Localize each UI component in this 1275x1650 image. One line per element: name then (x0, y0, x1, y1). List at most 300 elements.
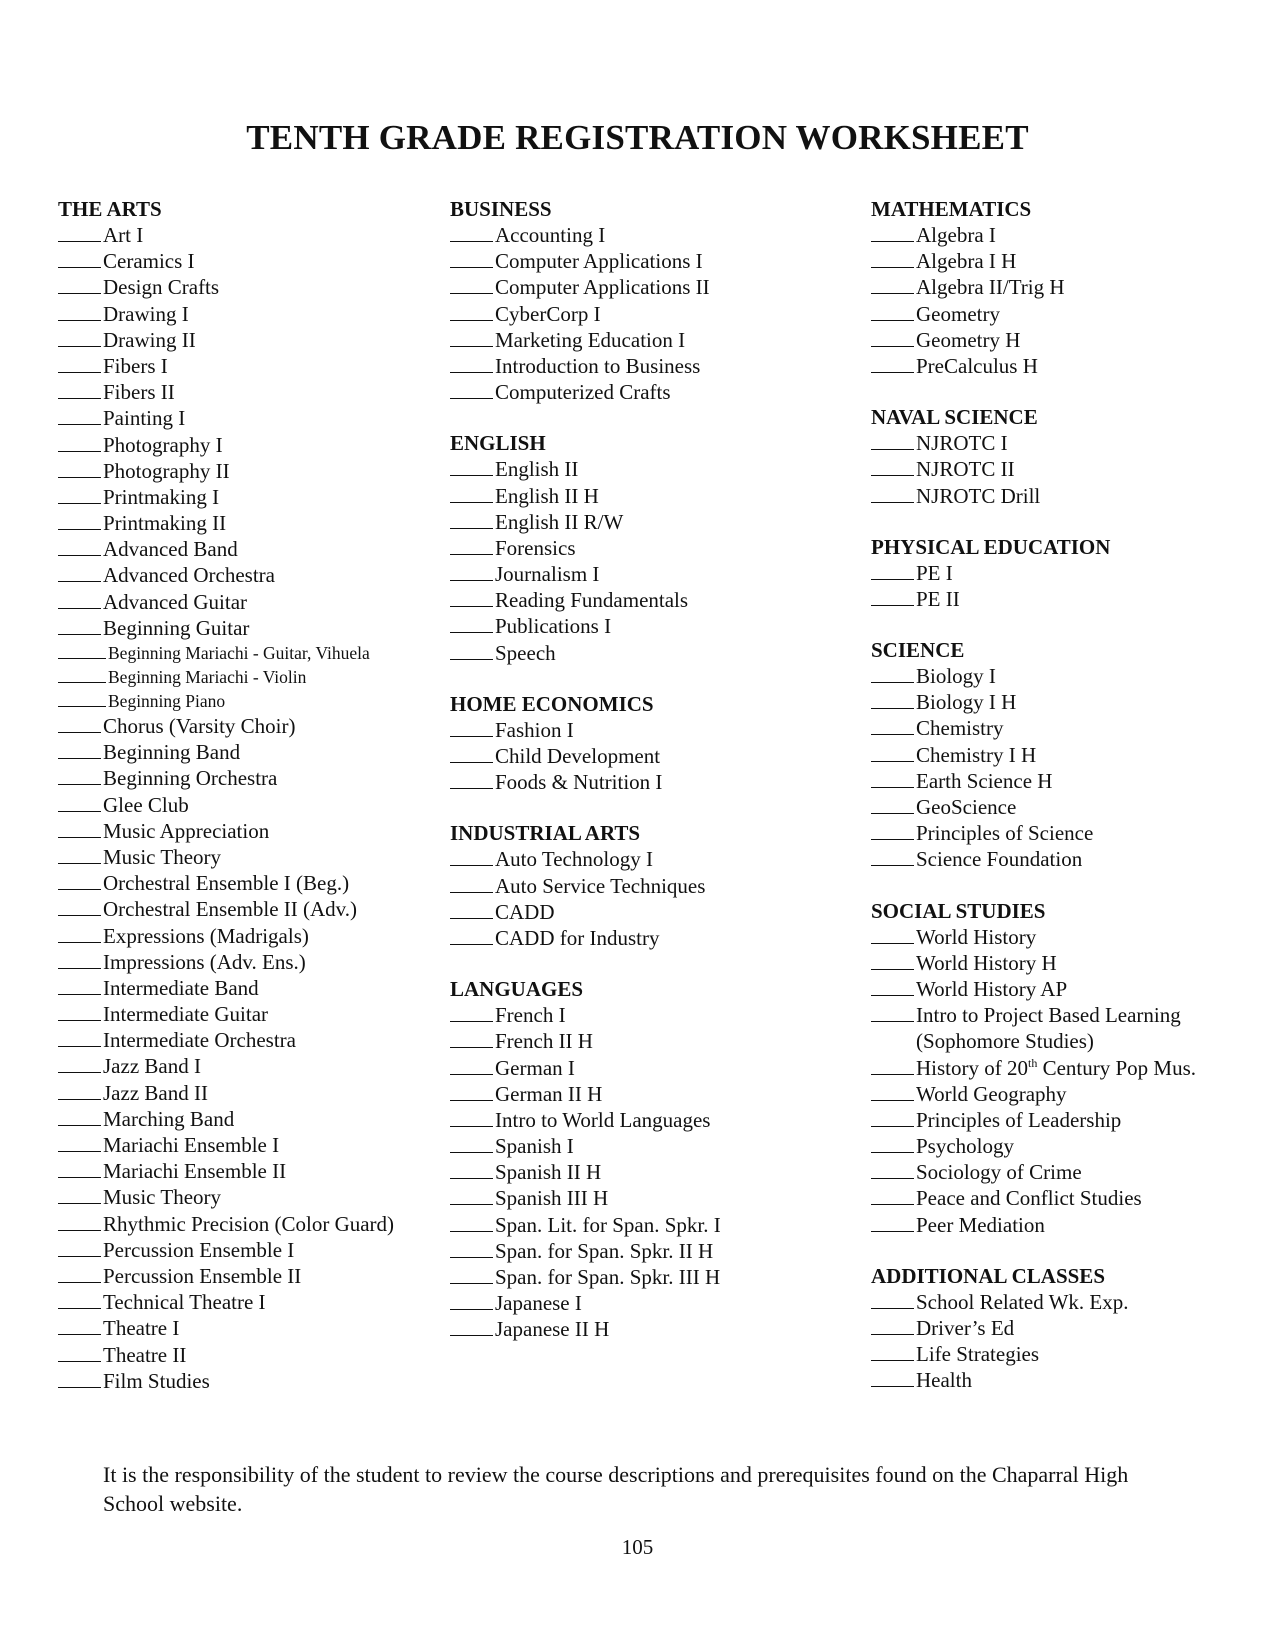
course-section (450, 431, 850, 666)
selection-blank[interactable] (871, 303, 914, 321)
course-label: CyberCorp I (495, 301, 601, 326)
selection-blank[interactable] (450, 771, 493, 789)
course-label: Marching Band (103, 1106, 235, 1131)
selection-blank[interactable] (450, 642, 493, 660)
course-item (58, 896, 430, 922)
course-label: Psychology (916, 1134, 1015, 1159)
selection-blank[interactable] (450, 589, 493, 607)
selection-blank[interactable] (450, 848, 493, 866)
course-label: Printmaking I (103, 484, 220, 509)
course-label: Publications I (495, 614, 612, 639)
selection-blank[interactable] (58, 1291, 101, 1309)
course-label: Mariachi Ensemble II (103, 1159, 287, 1184)
selection-blank[interactable] (450, 1214, 493, 1232)
course-item (58, 379, 430, 405)
course-item (871, 1081, 1261, 1107)
course-label: German I (495, 1055, 575, 1080)
section-heading: INDUSTRIAL ARTS (450, 821, 641, 846)
course-item (871, 1133, 1261, 1159)
selection-blank[interactable] (450, 1135, 493, 1153)
column-2 (450, 197, 850, 1369)
selection-blank[interactable] (58, 1108, 101, 1126)
selection-blank[interactable] (871, 665, 914, 683)
selection-blank[interactable] (450, 1057, 493, 1075)
course-label: Geometry H (916, 327, 1021, 352)
course-item (450, 1212, 850, 1238)
course-item (450, 1081, 850, 1107)
course-label: Intermediate Guitar (103, 1002, 269, 1027)
selection-blank[interactable] (58, 741, 101, 759)
course-label: World History AP (916, 976, 1068, 1001)
course-label: German II H (495, 1081, 603, 1106)
selection-blank[interactable] (58, 564, 101, 582)
selection-blank[interactable] (450, 875, 493, 893)
course-label: French I (495, 1003, 566, 1028)
course-section (450, 977, 850, 1342)
selection-blank[interactable] (871, 329, 914, 347)
selection-blank[interactable] (871, 432, 914, 450)
course-label: Theatre I (103, 1316, 180, 1341)
course-label: Spanish III H (495, 1186, 609, 1211)
course-label: Orchestral Ensemble I (Beg.) (103, 871, 350, 896)
course-item (450, 456, 850, 482)
selection-blank[interactable] (871, 1109, 914, 1127)
course-item (871, 1341, 1261, 1367)
selection-blank[interactable] (450, 1266, 493, 1284)
course-item (871, 456, 1261, 482)
course-label: English II R/W (495, 509, 624, 534)
selection-blank[interactable] (450, 563, 493, 581)
selection-blank[interactable] (58, 617, 101, 635)
selection-blank[interactable] (58, 276, 101, 294)
course-label: PE I (916, 560, 953, 585)
selection-blank[interactable] (871, 588, 914, 606)
selection-blank[interactable] (58, 250, 101, 268)
selection-blank[interactable] (450, 901, 493, 919)
course-item (450, 1290, 850, 1316)
course-label: Span. Lit. for Span. Spkr. I (495, 1212, 721, 1237)
course-label: Design Crafts (103, 275, 220, 300)
course-item (58, 1184, 430, 1210)
selection-blank[interactable] (450, 1004, 493, 1022)
course-label: Health (916, 1368, 972, 1393)
course-item (58, 975, 430, 1001)
course-label: Jazz Band II (103, 1080, 208, 1105)
course-item (58, 870, 430, 896)
course-item (450, 1028, 850, 1054)
course-item (871, 274, 1261, 300)
course-item (58, 1158, 430, 1184)
course-label: Beginning Piano (108, 691, 226, 711)
course-item (450, 1107, 850, 1133)
course-label: Painting I (103, 406, 186, 431)
course-item (58, 1211, 430, 1237)
course-label: Algebra I (916, 223, 996, 247)
course-item (58, 739, 430, 765)
selection-blank[interactable] (58, 1055, 101, 1073)
course-item (58, 1106, 430, 1132)
course-item (450, 1264, 850, 1290)
course-item (58, 689, 430, 713)
course-item (450, 1316, 850, 1342)
course-item (58, 1289, 430, 1315)
course-item (450, 613, 850, 639)
course-item (871, 846, 1261, 872)
course-label: Music Theory (103, 844, 222, 869)
course-label: Chemistry I H (916, 742, 1037, 767)
selection-blank[interactable] (871, 1343, 914, 1361)
course-item (450, 353, 850, 379)
course-label: Beginning Orchestra (103, 766, 278, 791)
course-label: CADD (495, 899, 555, 924)
course-item (58, 665, 430, 689)
course-label: Auto Technology I (495, 847, 653, 872)
selection-blank[interactable] (58, 1265, 101, 1283)
selection-blank[interactable] (871, 848, 914, 866)
selection-blank[interactable] (871, 562, 914, 580)
course-label: PreCalculus H (916, 353, 1038, 378)
course-item (871, 715, 1261, 741)
course-item (58, 1027, 430, 1053)
selection-blank[interactable] (58, 1344, 101, 1362)
selection-blank[interactable] (58, 1029, 101, 1047)
selection-blank[interactable] (871, 1004, 914, 1022)
selection-blank[interactable] (58, 872, 101, 890)
selection-blank[interactable] (871, 355, 914, 373)
course-item (871, 689, 1261, 715)
selection-blank[interactable] (58, 1213, 101, 1231)
selection-blank[interactable] (450, 511, 493, 529)
selection-blank[interactable] (450, 303, 493, 321)
course-item (58, 1368, 430, 1394)
course-section (450, 821, 850, 951)
selection-blank[interactable] (58, 977, 101, 995)
course-section (871, 535, 1261, 612)
selection-blank[interactable] (450, 329, 493, 347)
course-label: Music Appreciation (103, 818, 270, 843)
course-label: Technical Theatre I (103, 1290, 266, 1315)
selection-blank[interactable] (450, 537, 493, 555)
course-item (58, 949, 430, 975)
course-label: School Related Wk. Exp. (916, 1289, 1129, 1314)
course-item (871, 430, 1261, 456)
section-heading: THE ARTS (58, 197, 162, 221)
section-heading: ADDITIONAL CLASSES (871, 1263, 1105, 1288)
course-item (58, 641, 430, 665)
course-item (450, 483, 850, 509)
course-item (58, 405, 430, 431)
course-item (58, 923, 430, 949)
course-label: Biology I H (916, 690, 1017, 715)
course-label: Music Theory (103, 1185, 222, 1210)
selection-blank[interactable] (58, 820, 101, 838)
course-item (450, 1133, 850, 1159)
selection-blank[interactable] (871, 224, 914, 242)
course-item (450, 1185, 850, 1211)
course-item (58, 327, 430, 353)
course-label: Advanced Orchestra (103, 563, 275, 588)
selection-blank[interactable] (450, 719, 493, 737)
selection-blank[interactable] (58, 1370, 101, 1388)
selection-blank[interactable] (871, 1135, 914, 1153)
selection-blank[interactable] (871, 276, 914, 294)
course-item (871, 1002, 1261, 1028)
course-label: World History (916, 924, 1037, 949)
selection-blank[interactable] (450, 927, 493, 945)
selection-blank[interactable] (58, 794, 101, 812)
selection-blank[interactable] (450, 224, 493, 242)
course-label: NJROTC Drill (916, 483, 1041, 508)
selection-blank[interactable] (58, 303, 101, 321)
course-item (450, 1002, 850, 1028)
course-item (450, 561, 850, 587)
selection-blank[interactable] (58, 692, 106, 707)
course-label: Reading Fundamentals (495, 588, 689, 613)
selection-blank[interactable] (871, 485, 914, 503)
selection-blank[interactable] (871, 1369, 914, 1387)
page-title: TENTH GRADE REGISTRATION WORKSHEET (246, 118, 1029, 157)
course-label-suffix: Century Pop Mus. (1037, 1055, 1197, 1080)
course-label: Computer Applications II (495, 275, 710, 300)
selection-blank[interactable] (871, 1317, 914, 1335)
selection-blank[interactable] (58, 407, 101, 425)
course-label: Foods & Nutrition I (495, 770, 663, 795)
selection-blank[interactable] (58, 486, 101, 504)
course-item (58, 844, 430, 870)
course-label: Child Development (495, 744, 661, 768)
selection-blank[interactable] (871, 770, 914, 788)
course-label: Percussion Ensemble I (103, 1237, 295, 1262)
course-label: Photography II (103, 458, 230, 483)
course-label: Driver’s Ed (916, 1316, 1015, 1340)
selection-blank[interactable] (58, 668, 106, 683)
selection-blank[interactable] (450, 1083, 493, 1101)
course-label: Jazz Band I (103, 1054, 201, 1079)
course-label-superscript: th (1028, 1055, 1038, 1070)
selection-blank[interactable] (450, 458, 493, 476)
selection-blank[interactable] (871, 978, 914, 996)
course-item (871, 1212, 1261, 1238)
course-section (58, 197, 430, 1394)
course-item (450, 535, 850, 561)
course-label: Forensics (495, 535, 576, 560)
course-item (450, 1159, 850, 1185)
course-label: English II (495, 457, 579, 482)
selection-blank[interactable] (58, 460, 101, 478)
selection-blank[interactable] (58, 951, 101, 969)
course-label: Glee Club (103, 792, 189, 817)
selection-blank[interactable] (871, 1214, 914, 1232)
course-label: Marketing Education I (495, 327, 686, 352)
course-item (450, 248, 850, 274)
column-1 (58, 197, 430, 1420)
course-item (58, 818, 430, 844)
selection-blank[interactable] (450, 381, 493, 399)
course-item (58, 353, 430, 379)
course-label: Beginning Guitar (103, 615, 250, 640)
course-label: History of 20 (916, 1055, 1028, 1080)
selection-blank[interactable] (450, 250, 493, 268)
selection-blank[interactable] (58, 846, 101, 864)
course-item (450, 1238, 850, 1264)
selection-blank[interactable] (58, 224, 101, 242)
course-item (450, 769, 850, 795)
course-item (871, 353, 1261, 379)
course-label: Sociology of Crime (916, 1160, 1082, 1185)
course-label: Biology I (916, 664, 996, 689)
selection-blank[interactable] (871, 458, 914, 476)
course-label: Art I (103, 223, 144, 247)
course-label: Computer Applications I (495, 249, 703, 274)
selection-blank[interactable] (871, 717, 914, 735)
course-label: NJROTC II (916, 457, 1015, 482)
section-heading: SCIENCE (871, 638, 965, 663)
course-label: Photography I (103, 432, 223, 457)
course-label: Algebra II/Trig H (916, 275, 1065, 300)
course-item (450, 274, 850, 300)
course-label: Advanced Band (103, 537, 238, 562)
section-heading: BUSINESS (450, 197, 552, 221)
course-label: Beginning Mariachi - Violin (108, 667, 307, 687)
selection-blank[interactable] (58, 767, 101, 785)
course-item (450, 873, 850, 899)
selection-blank[interactable] (58, 329, 101, 347)
section-heading: LANGUAGES (450, 977, 584, 1002)
selection-blank[interactable] (58, 355, 101, 373)
course-label: Chorus (Varsity Choir) (103, 714, 296, 738)
course-label: Fibers II (103, 380, 175, 405)
selection-blank[interactable] (58, 381, 101, 399)
selection-blank[interactable] (58, 1134, 101, 1152)
course-item (871, 742, 1261, 768)
selection-blank[interactable] (450, 1109, 493, 1127)
selection-blank[interactable] (450, 485, 493, 503)
selection-blank[interactable] (871, 1161, 914, 1179)
selection-blank[interactable] (58, 925, 101, 943)
course-item (450, 587, 850, 613)
course-item (450, 925, 850, 951)
course-item (871, 248, 1261, 274)
course-label: Computerized Crafts (495, 380, 671, 405)
selection-blank[interactable] (58, 538, 101, 556)
footer-note: It is the responsibility of the student to review the course descriptions and prerequisites found on the Chaparral High School website. (103, 1462, 1129, 1516)
selection-blank[interactable] (58, 1160, 101, 1178)
course-label: Orchestral Ensemble II (Adv.) (103, 897, 358, 922)
selection-blank[interactable] (58, 1186, 101, 1204)
selection-blank[interactable] (450, 615, 493, 633)
course-item (450, 301, 850, 327)
selection-blank[interactable] (871, 691, 914, 709)
course-label: Fibers I (103, 353, 168, 378)
course-item (450, 509, 850, 535)
selection-blank[interactable] (871, 1187, 914, 1205)
course-label: Drawing I (103, 301, 189, 326)
selection-blank[interactable] (871, 1291, 914, 1309)
course-label: (Sophomore Studies) (916, 1029, 1094, 1054)
selection-blank[interactable] (871, 744, 914, 762)
course-section (871, 197, 1261, 379)
course-item (58, 615, 430, 641)
course-item (871, 976, 1261, 1002)
course-label: Beginning Mariachi - Guitar, Vihuela (108, 643, 370, 663)
selection-blank[interactable] (450, 355, 493, 373)
selection-blank[interactable] (450, 1030, 493, 1048)
course-label: Expressions (Madrigals) (103, 923, 309, 948)
course-item (871, 1055, 1261, 1081)
course-item (58, 589, 430, 615)
selection-blank[interactable] (450, 1187, 493, 1205)
selection-blank[interactable] (58, 591, 101, 609)
selection-blank[interactable] (871, 952, 914, 970)
course-label: Fashion I (495, 717, 574, 742)
selection-blank[interactable] (450, 1318, 493, 1336)
course-item (58, 792, 430, 818)
course-item (58, 510, 430, 536)
course-item (58, 484, 430, 510)
selection-blank[interactable] (58, 715, 101, 733)
course-item (871, 950, 1261, 976)
course-label: Journalism I (495, 562, 600, 587)
selection-blank[interactable] (58, 1082, 101, 1100)
selection-blank[interactable] (58, 1239, 101, 1257)
course-label: Peer Mediation (916, 1212, 1045, 1237)
selection-blank[interactable] (58, 1003, 101, 1021)
course-item (871, 1185, 1261, 1211)
course-item (450, 640, 850, 666)
course-item (450, 717, 850, 743)
selection-blank[interactable] (871, 796, 914, 814)
selection-blank[interactable] (450, 1292, 493, 1310)
selection-blank[interactable] (871, 250, 914, 268)
course-item (58, 536, 430, 562)
selection-blank[interactable] (58, 1317, 101, 1335)
course-item (871, 1367, 1261, 1393)
course-label: Spanish I (495, 1134, 574, 1159)
course-label: Speech (495, 640, 556, 665)
course-item (450, 222, 850, 248)
course-item (58, 1263, 430, 1289)
course-label: Intermediate Band (103, 975, 259, 1000)
selection-blank[interactable] (871, 926, 914, 944)
selection-blank[interactable] (58, 898, 101, 916)
selection-blank[interactable] (450, 276, 493, 294)
course-item (450, 379, 850, 405)
course-section (871, 899, 1261, 1238)
selection-blank[interactable] (58, 644, 106, 659)
selection-blank[interactable] (871, 822, 914, 840)
course-item (58, 248, 430, 274)
course-label: PE II (916, 586, 960, 611)
course-label: Auto Service Techniques (495, 873, 706, 898)
selection-blank[interactable] (871, 1057, 914, 1075)
selection-blank[interactable] (450, 1240, 493, 1258)
course-label: Intermediate Orchestra (103, 1028, 296, 1053)
course-label: Span. for Span. Spkr. III H (495, 1265, 721, 1289)
course-item (871, 222, 1261, 248)
selection-blank[interactable] (450, 1161, 493, 1179)
selection-blank[interactable] (58, 434, 101, 452)
course-item (450, 327, 850, 353)
selection-blank[interactable] (871, 1083, 914, 1101)
course-item (871, 768, 1261, 794)
selection-blank[interactable] (450, 745, 493, 763)
course-item (58, 1080, 430, 1106)
course-label: Printmaking II (103, 511, 227, 536)
selection-blank[interactable] (58, 512, 101, 530)
course-item (58, 301, 430, 327)
course-label: Geometry (916, 301, 1000, 326)
course-label: Ceramics I (103, 249, 195, 274)
